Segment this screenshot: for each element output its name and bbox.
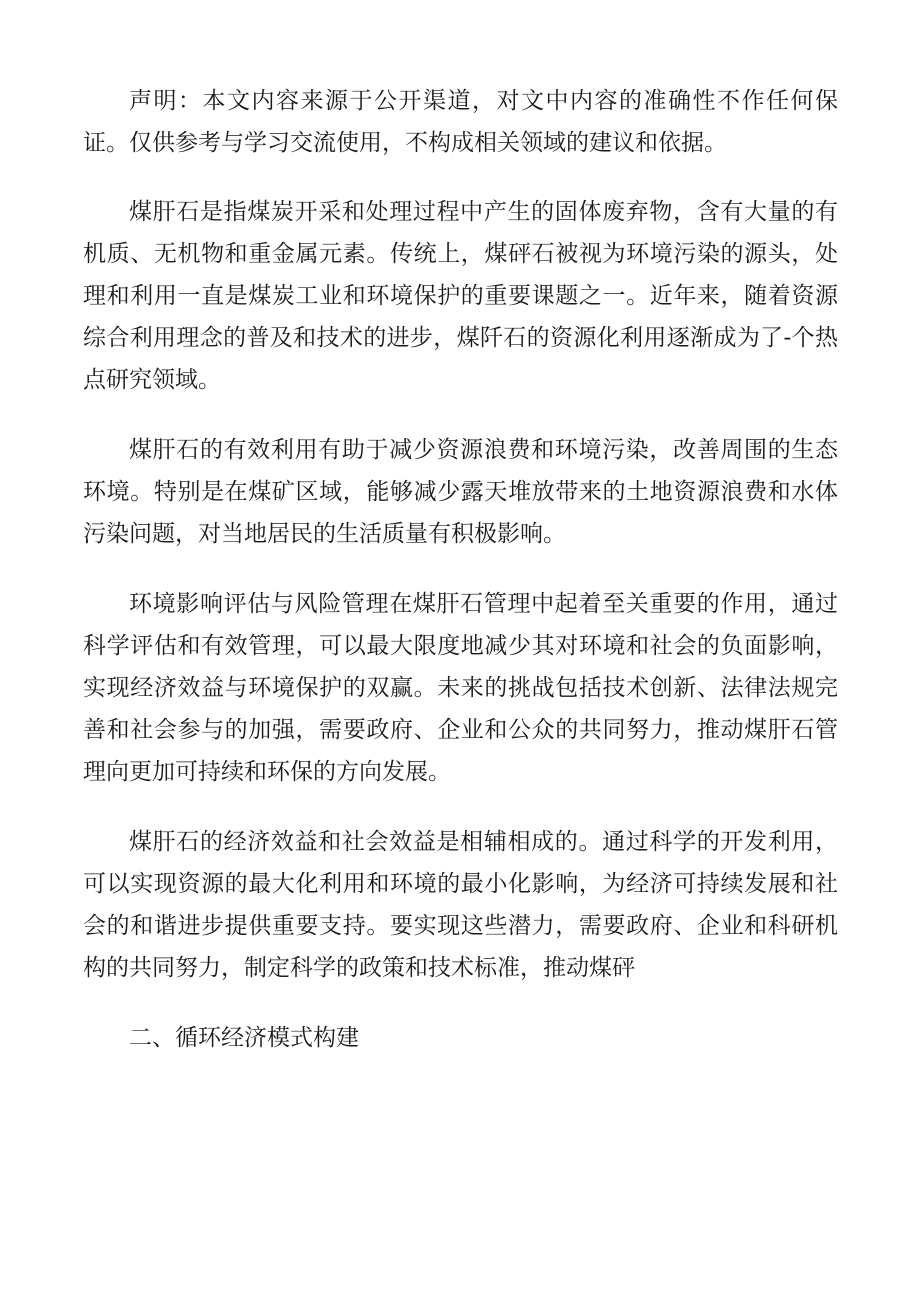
body-paragraph: 煤肝石是指煤炭开采和处理过程中产生的固体废弃物，含有大量的有机质、无机物和重金属元素。传统上，煤砰石被视为环境污染的源头，处理和利用一直是煤炭工业和环境保护的重要课题之一。近年来，随着资源综合利用理念的普及和技术的进步，煤阡石的资源化利用逐渐成为了-个热点研究领域。 (83, 199, 838, 393)
body-paragraph: 煤肝石的有效利用有助于减少资源浪费和环境污染，改善周围的生态环境。特别是在煤矿区域，能够减少露天堆放带来的土地资源浪费和水体污染问题，对当地居民的生活质量有积极影响。 (83, 437, 838, 547)
section-heading: 二、循环经济模式构建 (129, 1025, 359, 1051)
body-paragraph: 环境影响评估与风险管理在煤肝石管理中起着至关重要的作用，通过科学评估和有效管理，可以最大限度地减少其对环境和社会的负面影响，实现经济效益与环境保护的双赢。未来的挑战包括技术创新、法律法规完善和社会参与的加强，需要政府、企业和公众的共同努力，推动煤肝石管理向更加可持续和环保的方向发展。 (83, 591, 838, 785)
body-paragraph: 煤肝石的经济效益和社会效益是相辅相成的。通过科学的开发利用，可以实现资源的最大化利用和环境的最小化影响，为经济可持续发展和社会的和谐进步提供重要支持。要实现这些潜力，需要政府、企业和科研机构的共同努力，制定科学的政策和技术标准，推动煤砰 (83, 829, 838, 981)
disclaimer-paragraph: 声明：本文内容来源于公开渠道，对文中内容的准确性不作任何保证。仅供参考与学习交流使用，不构成相关领域的建议和依据。 (83, 88, 838, 156)
